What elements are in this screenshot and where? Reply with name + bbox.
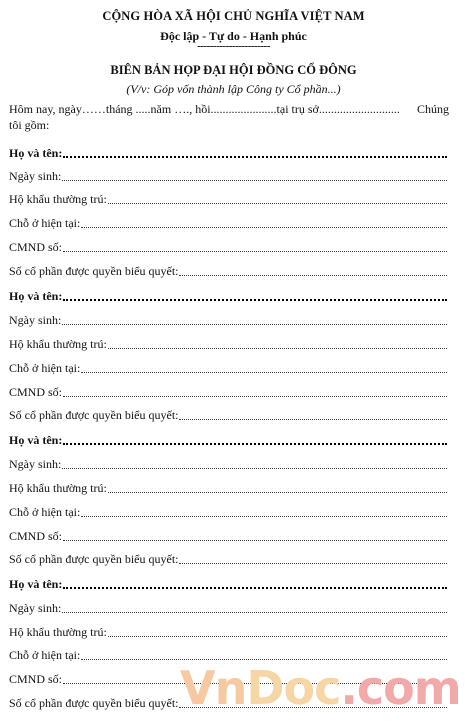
fill-line (63, 540, 447, 541)
fill-line (62, 612, 447, 613)
fill-line (108, 492, 447, 493)
residence-field (9, 358, 447, 376)
residence-label: Chỗ ở hiện tại: (9, 505, 81, 519)
fill-line (108, 203, 447, 204)
document-title: BIÊN BẢN HỌP ĐẠI HỘI ĐỒNG CỔ ĐÔNG (110, 63, 357, 77)
fill-line (108, 348, 447, 349)
fill-line (108, 636, 447, 637)
household-label: Hộ khẩu thường trú: (9, 192, 107, 206)
id-label: CMND số: (9, 529, 63, 543)
fill-line (179, 563, 447, 564)
watermark-part-1: Vn (180, 661, 247, 715)
residence-label: Chỗ ở hiện tại: (9, 216, 81, 230)
fill-line (63, 587, 447, 589)
fill-line (63, 299, 447, 301)
household-label: Hộ khẩu thường trú: (9, 481, 107, 495)
household-field (9, 334, 447, 352)
residence-label: Chỗ ở hiện tại: (9, 361, 81, 375)
household-label: Hộ khẩu thường trú: (9, 337, 107, 351)
id-label: CMND số: (9, 672, 63, 686)
name-label: Họ và tên: (9, 146, 63, 160)
fill-line (63, 443, 447, 445)
name-label: Họ và tên: (9, 433, 63, 447)
name-label: Họ và tên: (9, 289, 63, 303)
household-field (9, 189, 447, 207)
intro-paragraph (9, 101, 449, 133)
watermark-part-2: Doc (246, 661, 341, 715)
shares-field (9, 549, 447, 567)
dob-field (9, 598, 447, 616)
dob-label: Ngày sinh: (9, 457, 62, 471)
intro-line-1: Hôm nay, ngày……tháng .....năm …., hồi......................tại trụ sở........................... (9, 102, 400, 116)
name-label: Họ và tên: (9, 577, 63, 591)
shares-label: Số cổ phần được quyền biểu quyết: (9, 408, 179, 422)
residence-label: Chỗ ở hiện tại: (9, 648, 81, 662)
fill-line (81, 659, 447, 660)
fill-line (63, 396, 447, 397)
residence-field (9, 502, 447, 520)
watermark-part-3: .com (340, 661, 461, 715)
document-subtitle: (V/v: Góp vốn thành lập Công ty Cổ phần...) (126, 82, 341, 96)
dob-field (9, 166, 447, 184)
id-field (9, 526, 447, 544)
motto-heading: Độc lập - Tự do - Hạnh phúc (160, 29, 307, 43)
household-field (9, 478, 447, 496)
fill-line (62, 180, 447, 181)
id-field (9, 237, 447, 255)
id-label: CMND số: (9, 240, 63, 254)
dob-label: Ngày sinh: (9, 169, 62, 183)
shares-field (9, 405, 447, 423)
vndoc-watermark (180, 661, 461, 715)
fill-line (179, 275, 447, 276)
intro-line-1-end: Chúng (416, 102, 449, 116)
shares-label: Số cổ phần được quyền biểu quyết: (9, 264, 179, 278)
dob-label: Ngày sinh: (9, 313, 62, 327)
fill-line (62, 324, 447, 325)
shares-label: Số cổ phần được quyền biểu quyết: (9, 696, 179, 710)
fill-line (63, 251, 447, 252)
fill-line (63, 156, 447, 158)
household-field (9, 622, 447, 640)
household-label: Hộ khẩu thường trú: (9, 625, 107, 639)
heading-separator: ----------------------- (197, 40, 270, 52)
id-label: CMND số: (9, 385, 63, 399)
intro-line-2: tôi gồm: (9, 118, 50, 132)
shares-label: Số cổ phần được quyền biểu quyết: (9, 552, 179, 566)
fill-line (81, 516, 447, 517)
dob-field (9, 454, 447, 472)
shares-field (9, 261, 447, 279)
name-field (9, 574, 447, 592)
dob-field (9, 310, 447, 328)
name-field (9, 430, 447, 448)
name-field (9, 143, 447, 161)
id-field (9, 382, 447, 400)
fill-line (81, 227, 447, 228)
residence-field (9, 213, 447, 231)
fill-line (81, 372, 447, 373)
fill-line (179, 419, 447, 420)
fill-line (62, 468, 447, 469)
name-field (9, 286, 447, 304)
dob-label: Ngày sinh: (9, 601, 62, 615)
nation-heading: CỘNG HÒA XÃ HỘI CHỦ NGHĨA VIỆT NAM (102, 9, 365, 23)
